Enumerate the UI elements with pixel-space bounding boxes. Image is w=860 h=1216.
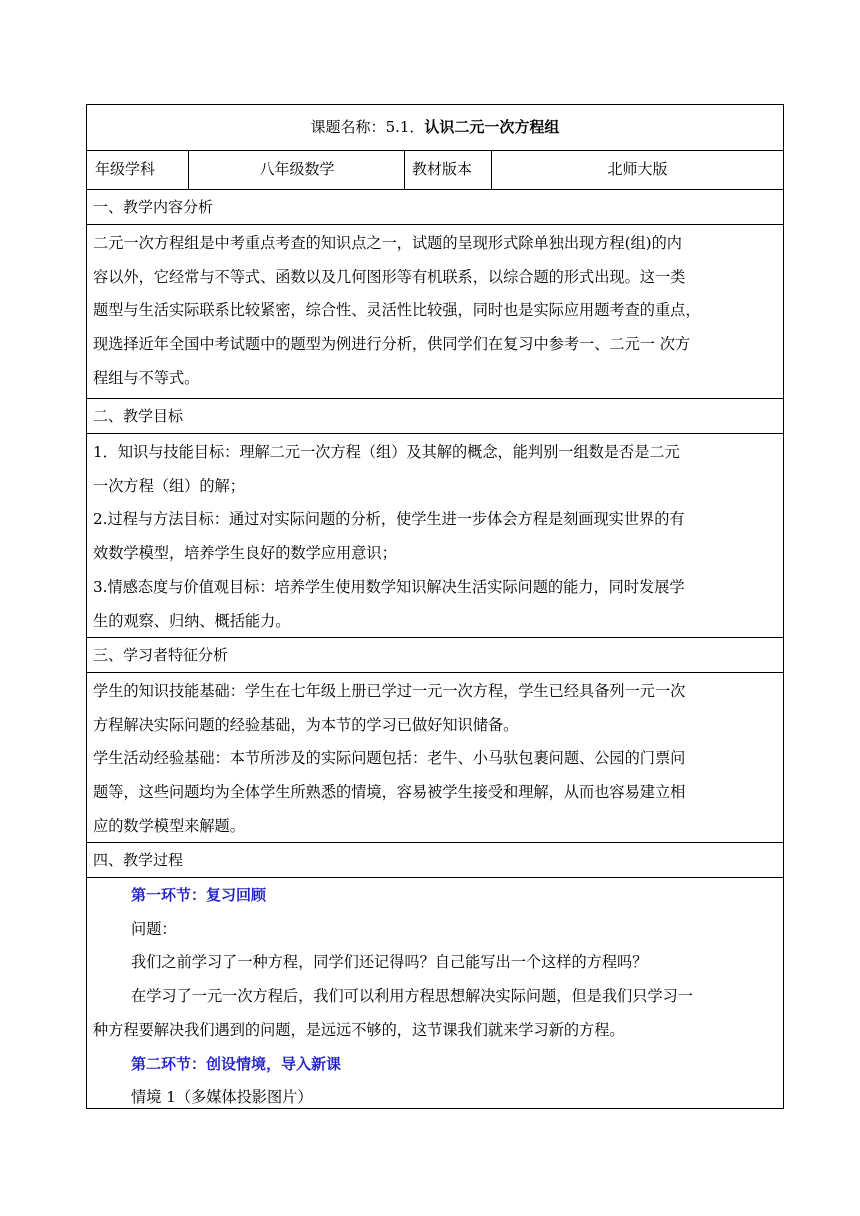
section-heading: 四、教学过程 (93, 851, 184, 869)
text-line: 现选择近年全国中考试题中的题型为例进行分析，供同学们在复习中参考一、二元一 次方 (93, 335, 691, 354)
edition-label: 教材版本 (404, 151, 492, 189)
info-row (87, 150, 783, 189)
text-line: 应的数学模型来解题。 (93, 816, 245, 835)
section-heading-row (87, 637, 783, 672)
section-heading: 三、学习者特征分析 (93, 646, 229, 664)
page-title (87, 110, 783, 144)
text-line: 容以外，它经常与不等式、函数以及几何图形等有机联系，以综合题的形式出现。这一类 (93, 267, 686, 286)
text-line: 问题： (131, 919, 177, 938)
title-row (87, 105, 783, 150)
text-line: 效数学模型，培养学生良好的数学应用意识； (93, 544, 397, 563)
section-body (93, 879, 777, 1115)
section-body-row (87, 672, 783, 844)
section-body (93, 436, 777, 638)
section-heading-row (87, 398, 783, 433)
section-heading: 二、教学目标 (93, 407, 184, 425)
text-line: 题型与生活实际联系比较紧密，综合性、灵活性比较强，同时也是实际应用题考查的重点， (93, 301, 701, 320)
text-line: 学生的知识技能基础：学生在七年级上册已学过一元一次方程，学生已经具备列一元一次 (93, 682, 686, 700)
title-number: 5.1． (385, 118, 425, 136)
text-line: 生的观察、归纳、概括能力。 (93, 611, 291, 630)
text-line: 方程解决实际问题的经验基础，为本节的学习已做好知识储备。 (93, 715, 519, 734)
section-body-row (87, 433, 783, 642)
lesson-plan-table (86, 104, 784, 1109)
section-heading-row (87, 189, 783, 224)
text-line: 在学习了一元一次方程后，我们可以利用方程思想解决实际问题，但是我们只学习一 (131, 987, 693, 1006)
text-line: 题等，这些问题均为全体学生所熟悉的情境，容易被学生接受和理解，从而也容易建立相 (93, 783, 686, 802)
section-body (93, 227, 777, 396)
text-line: 1．知识与技能目标：理解二元一次方程（组）及其解的概念，能判别一组数是否是二元 (93, 443, 680, 461)
text-line: 2.过程与方法目标：通过对实际问题的分析，使学生进一步体会方程是刻画现实世界的有 (93, 510, 685, 529)
step-title: 第一环节：复习回顾 (131, 886, 267, 904)
text-line: 程组与不等式。 (93, 368, 200, 387)
text-line: 学生活动经验基础：本节所涉及的实际问题包括：老牛、小马驮包裹问题、公园的门票问 (93, 749, 686, 768)
title-name: 认识二元一次方程组 (424, 118, 560, 136)
edition-value: 北师大版 (491, 151, 783, 189)
title-prefix: 课题名称： (310, 118, 386, 136)
section-body-row (87, 877, 783, 1110)
section-heading: 一、教学内容分析 (93, 198, 214, 216)
section-body-row (87, 224, 783, 398)
text-line: 3.情感态度与价值观目标：培养学生使用数学知识解决生活实际问题的能力，同时发展学 (93, 577, 685, 596)
text-line: 二元一次方程组是中考重点考查的知识点之一，试题的呈现形式除单独出现方程(组)的内 (93, 234, 682, 252)
grade-value: 八年级数学 (188, 151, 405, 189)
text-line: 一次方程（组）的解； (93, 476, 245, 495)
grade-label: 年级学科 (95, 160, 156, 178)
text-line: 种方程要解决我们遇到的问题，是远远不够的，这节课我们就来学习新的方程。 (93, 1020, 625, 1039)
section-heading-row (87, 842, 783, 877)
text-line: 情境 1（多媒体投影图片） (131, 1088, 313, 1107)
step-title: 第二环节：创设情境，导入新课 (131, 1054, 342, 1073)
text-line: 我们之前学习了一种方程，同学们还记得吗？自己能写出一个这样的方程吗？ (131, 953, 648, 972)
section-body (93, 675, 777, 844)
